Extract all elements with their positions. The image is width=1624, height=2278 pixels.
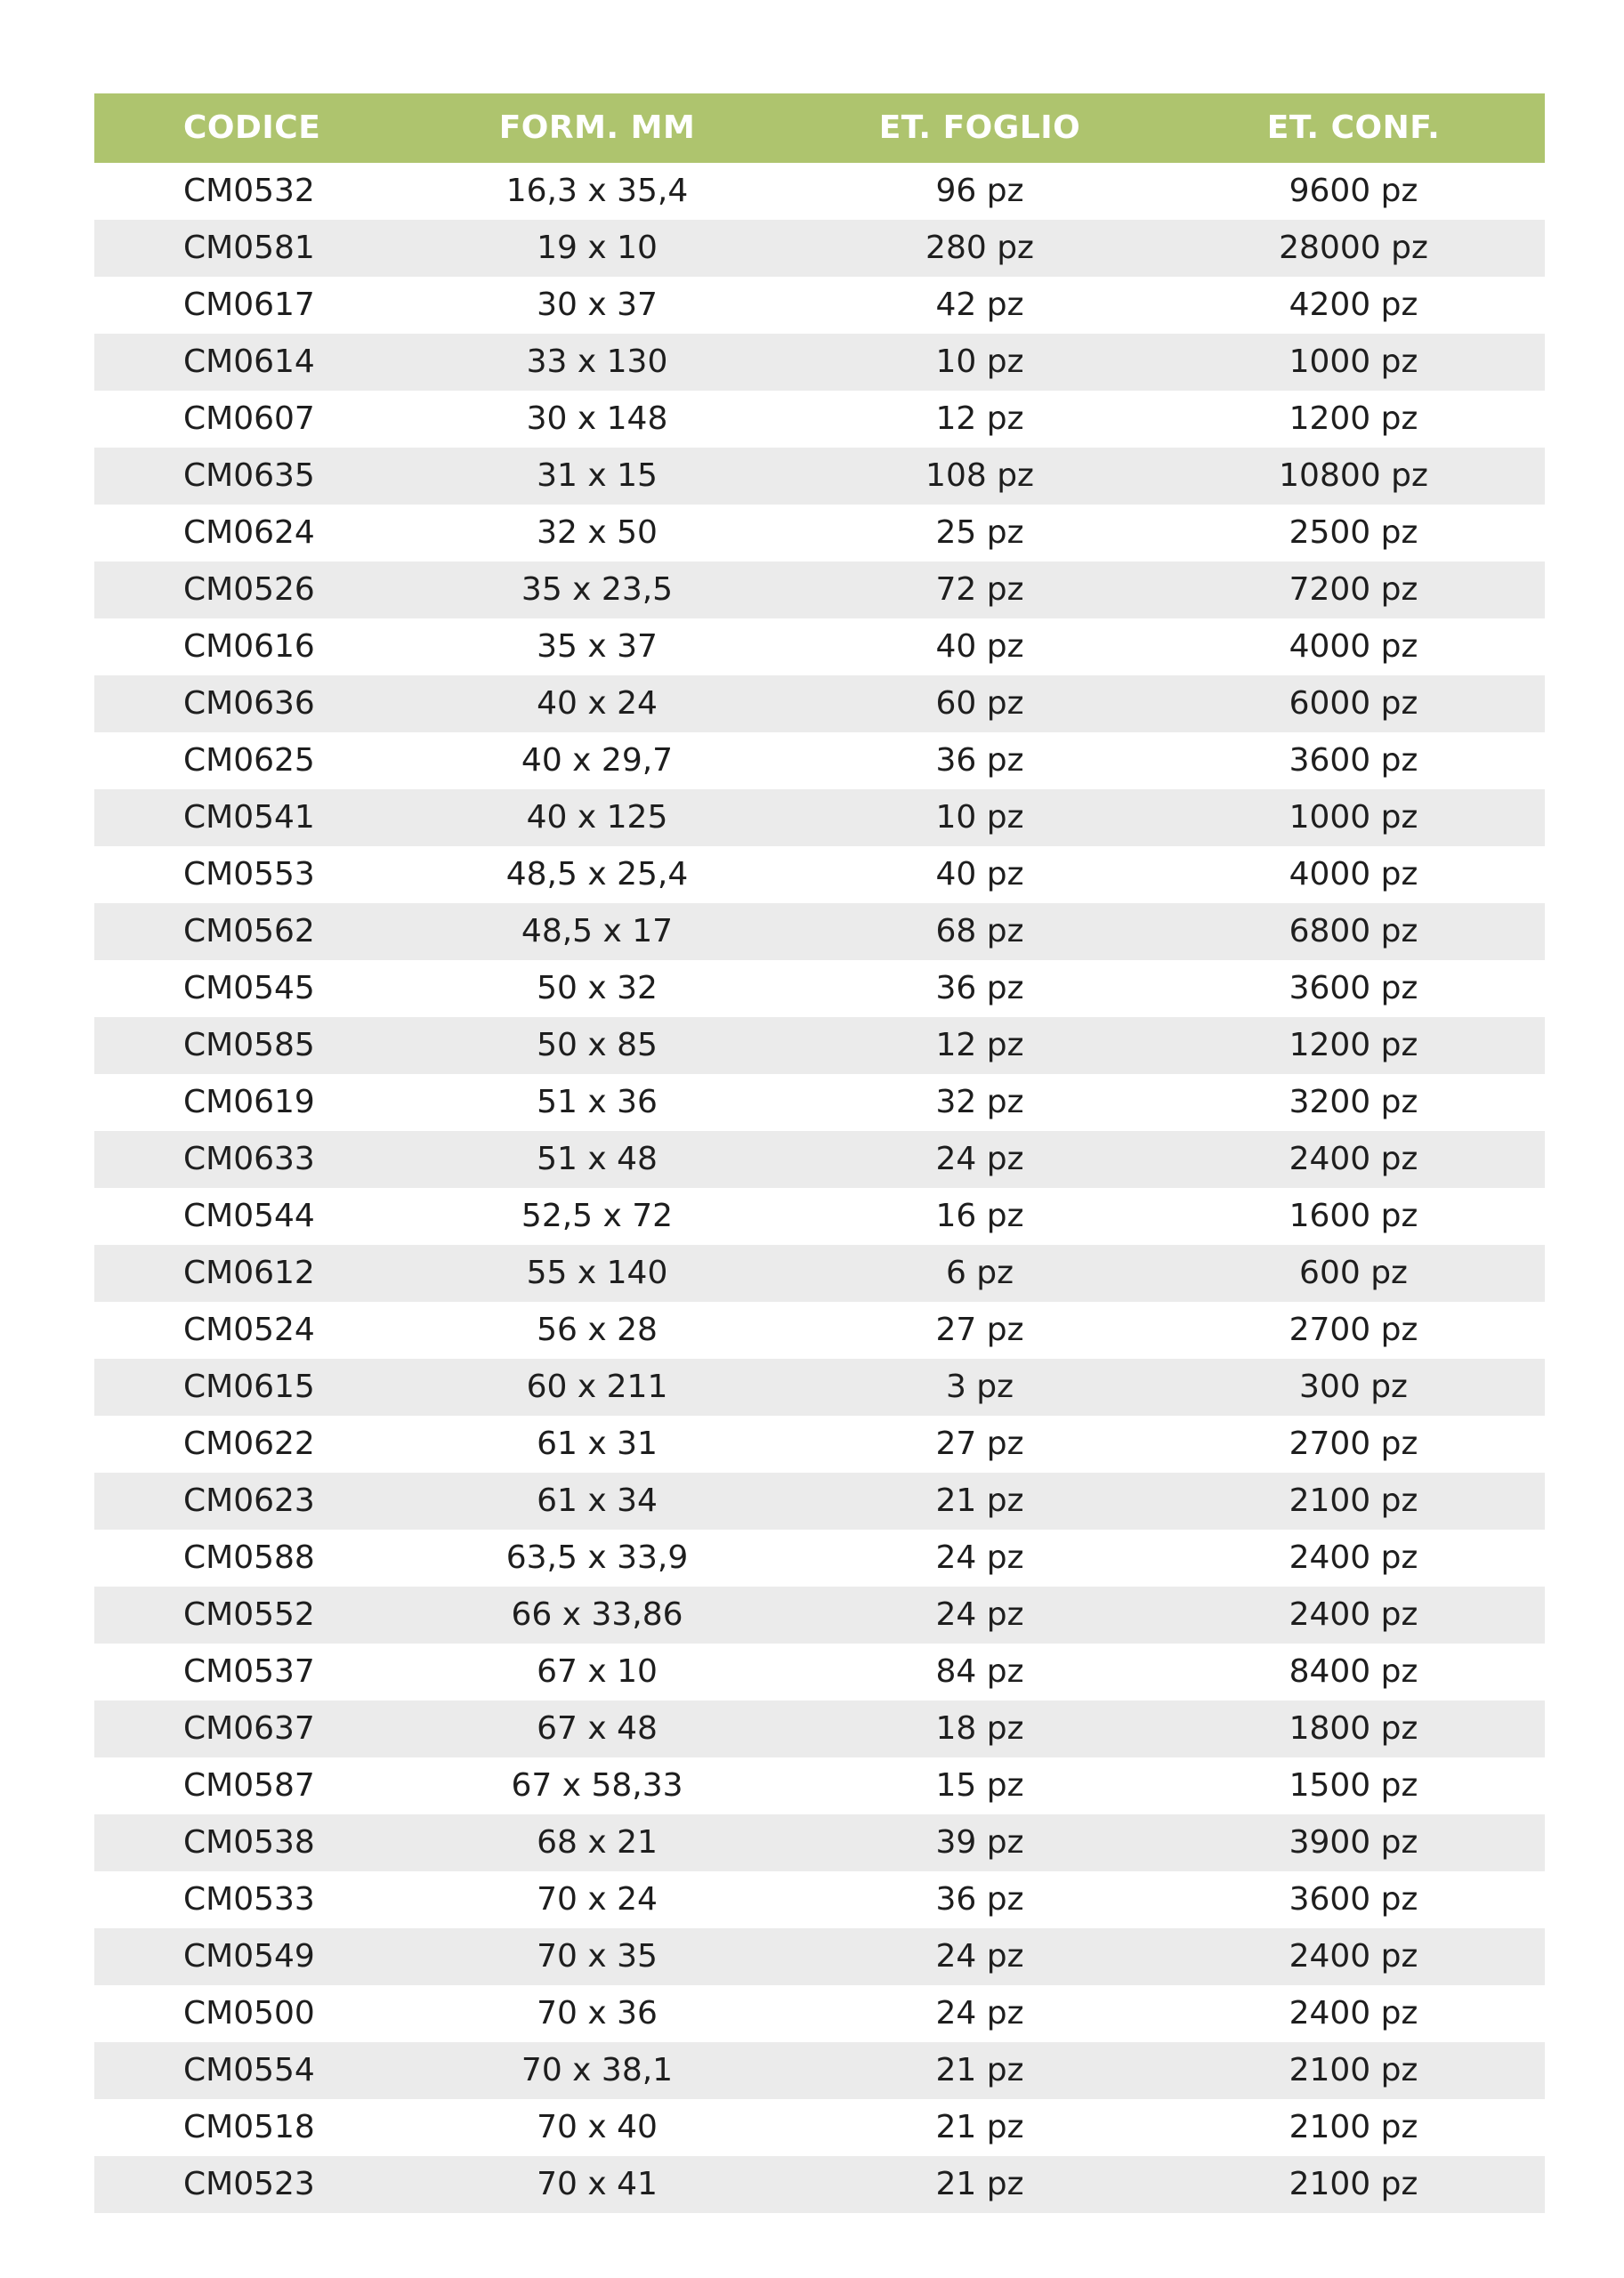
cell-codice: CM0500 [183,1995,315,2032]
cell-codice: CM0533 [183,1881,315,1918]
table-row [94,732,1545,789]
cell-et-foglio: 10 pz [935,343,1024,380]
cell-et-conf: 7200 pz [1289,571,1418,608]
table-row [94,334,1545,391]
cell-formato: 35 x 37 [537,628,658,665]
cell-formato: 66 x 33,86 [511,1596,683,1633]
cell-et-conf: 1200 pz [1289,1027,1418,1063]
cell-et-conf: 1800 pz [1289,1710,1418,1747]
cell-et-conf: 2100 pz [1289,2109,1418,2145]
cell-formato: 48,5 x 17 [521,913,674,949]
cell-formato: 40 x 125 [526,799,668,836]
cell-et-conf: 2700 pz [1289,1312,1418,1348]
cell-et-foglio: 3 pz [945,1369,1014,1405]
cell-formato: 70 x 40 [537,2109,658,2145]
cell-codice: CM0541 [183,799,315,836]
table-body [94,163,1545,2213]
cell-et-foglio: 6 pz [945,1255,1014,1291]
cell-codice: CM0549 [183,1938,315,1975]
header-etichette-foglio: ET. FOGLIO [878,109,1081,146]
cell-formato: 48,5 x 25,4 [505,856,689,893]
cell-codice: CM0545 [183,970,315,1006]
table-row [94,1871,1545,1928]
table-row [94,1131,1545,1188]
table-row [94,1700,1545,1757]
cell-formato: 50 x 32 [537,970,658,1006]
cell-formato: 60 x 211 [526,1369,668,1405]
cell-formato: 30 x 37 [537,287,658,323]
cell-formato: 61 x 34 [537,1482,658,1519]
cell-codice: CM0538 [183,1824,315,1861]
cell-et-conf: 28000 pz [1279,230,1428,266]
cell-et-conf: 2100 pz [1289,1482,1418,1519]
cell-codice: CM0622 [183,1426,315,1462]
cell-formato: 70 x 38,1 [521,2052,674,2088]
cell-et-foglio: 27 pz [935,1312,1024,1348]
table-row [94,1530,1545,1587]
table-row [94,1359,1545,1416]
cell-et-foglio: 10 pz [935,799,1024,836]
cell-codice: CM0637 [183,1710,315,1747]
cell-codice: CM0635 [183,457,315,494]
cell-formato: 31 x 15 [537,457,658,494]
cell-codice: CM0587 [183,1767,315,1804]
cell-formato: 50 x 85 [537,1027,658,1063]
table-row [94,2099,1545,2156]
cell-codice: CM0553 [183,856,315,893]
table-row [94,960,1545,1017]
header-formato-mm: FORM. MM [498,109,696,146]
cell-et-conf: 3600 pz [1289,970,1418,1006]
cell-et-conf: 3900 pz [1289,1824,1418,1861]
cell-et-foglio: 42 pz [935,287,1024,323]
cell-et-foglio: 72 pz [935,571,1024,608]
cell-et-foglio: 84 pz [935,1653,1024,1690]
cell-et-conf: 1000 pz [1289,799,1418,836]
cell-codice: CM0581 [183,230,315,266]
cell-et-foglio: 60 pz [935,685,1024,722]
cell-et-foglio: 18 pz [935,1710,1024,1747]
table-row [94,1416,1545,1473]
cell-formato: 67 x 48 [537,1710,658,1747]
cell-et-conf: 1200 pz [1289,400,1418,437]
cell-et-conf: 300 pz [1299,1369,1408,1405]
cell-codice: CM0636 [183,685,315,722]
header-codice: CODICE [183,109,321,146]
cell-et-conf: 2400 pz [1289,1539,1418,1576]
cell-et-foglio: 40 pz [935,856,1024,893]
cell-et-conf: 2100 pz [1289,2166,1418,2202]
cell-codice: CM0523 [183,2166,315,2202]
cell-formato: 61 x 31 [537,1426,658,1462]
cell-et-foglio: 24 pz [935,1596,1024,1633]
table-row [94,220,1545,277]
cell-et-foglio: 36 pz [935,970,1024,1006]
cell-et-conf: 2500 pz [1289,514,1418,551]
cell-et-foglio: 12 pz [935,1027,1024,1063]
cell-et-conf: 600 pz [1299,1255,1408,1291]
cell-formato: 67 x 58,33 [511,1767,683,1804]
cell-et-foglio: 32 pz [935,1084,1024,1120]
cell-et-foglio: 24 pz [935,1141,1024,1177]
cell-codice: CM0617 [183,287,315,323]
cell-codice: CM0619 [183,1084,315,1120]
table-row [94,675,1545,732]
labels-table [94,93,1545,2213]
table-row [94,846,1545,903]
cell-et-conf: 1600 pz [1289,1198,1418,1234]
cell-formato: 40 x 29,7 [521,742,674,779]
table-row [94,1644,1545,1700]
cell-codice: CM0614 [183,343,315,380]
cell-et-conf: 6800 pz [1289,913,1418,949]
cell-et-conf: 4200 pz [1289,287,1418,323]
cell-formato: 51 x 48 [537,1141,658,1177]
cell-formato: 40 x 24 [537,685,658,722]
table-row [94,505,1545,561]
cell-formato: 51 x 36 [537,1084,658,1120]
table-row [94,1587,1545,1644]
table-row [94,2156,1545,2213]
cell-et-conf: 3200 pz [1289,1084,1418,1120]
cell-et-conf: 2400 pz [1289,1596,1418,1633]
header-etichette-confezione: ET. CONF. [1266,109,1441,146]
cell-codice: CM0633 [183,1141,315,1177]
cell-et-foglio: 27 pz [935,1426,1024,1462]
cell-codice: CM0562 [183,913,315,949]
table-row [94,1245,1545,1302]
cell-formato: 33 x 130 [526,343,668,380]
cell-formato: 35 x 23,5 [521,571,674,608]
cell-codice: CM0532 [183,173,315,209]
cell-et-conf: 4000 pz [1289,856,1418,893]
table-row [94,1814,1545,1871]
cell-et-foglio: 21 pz [935,2166,1024,2202]
cell-et-conf: 1000 pz [1289,343,1418,380]
cell-et-conf: 1500 pz [1289,1767,1418,1804]
cell-et-foglio: 24 pz [935,1938,1024,1975]
table-row [94,1302,1545,1359]
cell-formato: 16,3 x 35,4 [505,173,689,209]
table-row [94,618,1545,675]
cell-codice: CM0537 [183,1653,315,1690]
cell-formato: 56 x 28 [537,1312,658,1348]
table-row [94,789,1545,846]
cell-et-conf: 2400 pz [1289,1141,1418,1177]
cell-et-foglio: 12 pz [935,400,1024,437]
cell-et-conf: 2700 pz [1289,1426,1418,1462]
cell-codice: CM0615 [183,1369,315,1405]
table-row [94,1757,1545,1814]
table-row [94,1985,1545,2042]
cell-et-conf: 4000 pz [1289,628,1418,665]
cell-et-conf: 2400 pz [1289,1938,1418,1975]
cell-formato: 63,5 x 33,9 [505,1539,689,1576]
cell-formato: 19 x 10 [537,230,658,266]
cell-et-foglio: 21 pz [935,2052,1024,2088]
cell-formato: 52,5 x 72 [521,1198,674,1234]
table-row [94,2042,1545,2099]
cell-codice: CM0554 [183,2052,315,2088]
cell-formato: 32 x 50 [537,514,658,551]
cell-formato: 55 x 140 [526,1255,668,1291]
table-row [94,1074,1545,1131]
table-row [94,561,1545,618]
table-row [94,1473,1545,1530]
cell-et-foglio: 68 pz [935,913,1024,949]
cell-codice: CM0518 [183,2109,315,2145]
cell-codice: CM0616 [183,628,315,665]
cell-et-conf: 8400 pz [1289,1653,1418,1690]
cell-formato: 68 x 21 [537,1824,658,1861]
table-row [94,163,1545,220]
cell-et-foglio: 39 pz [935,1824,1024,1861]
cell-et-conf: 10800 pz [1279,457,1428,494]
cell-et-foglio: 36 pz [935,742,1024,779]
cell-codice: CM0625 [183,742,315,779]
cell-formato: 30 x 148 [526,400,668,437]
cell-codice: CM0552 [183,1596,315,1633]
cell-et-foglio: 108 pz [925,457,1034,494]
table-row [94,1928,1545,1985]
cell-formato: 70 x 35 [537,1938,658,1975]
cell-codice: CM0585 [183,1027,315,1063]
cell-et-foglio: 96 pz [935,173,1024,209]
table-row [94,391,1545,448]
table-header [94,93,1545,163]
table-row [94,1017,1545,1074]
cell-et-conf: 2100 pz [1289,2052,1418,2088]
cell-et-foglio: 21 pz [935,1482,1024,1519]
cell-et-foglio: 25 pz [935,514,1024,551]
cell-et-conf: 3600 pz [1289,1881,1418,1918]
cell-et-foglio: 16 pz [935,1198,1024,1234]
cell-et-foglio: 280 pz [925,230,1034,266]
cell-et-conf: 2400 pz [1289,1995,1418,2032]
cell-et-foglio: 24 pz [935,1539,1024,1576]
cell-et-foglio: 21 pz [935,2109,1024,2145]
cell-codice: CM0588 [183,1539,315,1576]
cell-codice: CM0524 [183,1312,315,1348]
cell-codice: CM0612 [183,1255,315,1291]
cell-et-conf: 9600 pz [1289,173,1418,209]
cell-et-conf: 3600 pz [1289,742,1418,779]
table-row [94,277,1545,334]
cell-formato: 70 x 24 [537,1881,658,1918]
cell-et-conf: 6000 pz [1289,685,1418,722]
table-row [94,903,1545,960]
table-row [94,448,1545,505]
cell-et-foglio: 15 pz [935,1767,1024,1804]
cell-codice: CM0607 [183,400,315,437]
cell-et-foglio: 40 pz [935,628,1024,665]
cell-formato: 67 x 10 [537,1653,658,1690]
cell-formato: 70 x 36 [537,1995,658,2032]
cell-codice: CM0624 [183,514,315,551]
cell-codice: CM0623 [183,1482,315,1519]
cell-et-foglio: 36 pz [935,1881,1024,1918]
table-row [94,1188,1545,1245]
cell-formato: 70 x 41 [537,2166,658,2202]
cell-codice: CM0544 [183,1198,315,1234]
cell-codice: CM0526 [183,571,315,608]
cell-et-foglio: 24 pz [935,1995,1024,2032]
